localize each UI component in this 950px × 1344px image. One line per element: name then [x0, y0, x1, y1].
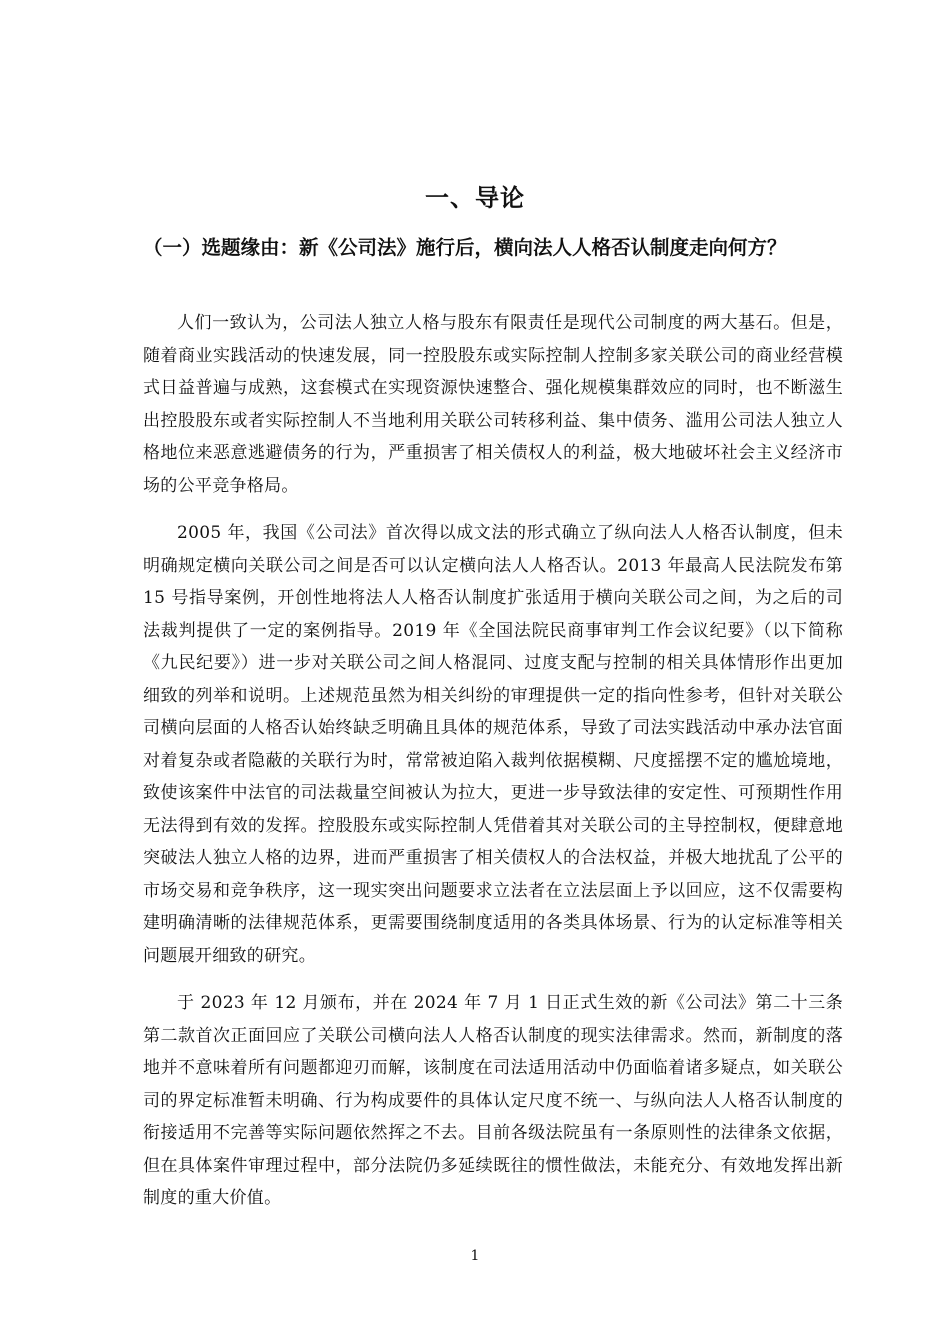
page-number: 1: [470, 1248, 480, 1264]
paragraph: 于 2023 年 12 月颁布，并在 2024 年 7 月 1 日正式生效的新《公司法》第二十三条第二款首次正面回应了关联公司横向法人人格否认制度的现实法律需求。然而，新制度的落地并不意味着所有问题都迎刃而解，该制度在司法适用活动中仍面临着诸多疑点，如关联公司的界定标准暂未明确、行为构成要件的具体认定尺度不统一、与纵向法人人格否认制度的衔接适用不完善等实际问题依然挥之不去。目前各级法院虽有一条原则性的法律条文依据，但在具体案件审理过程中，部分法院仍多延续既往的惯性做法，未能充分、有效地发挥出新制度的重大价值。: [143, 993, 843, 1208]
body-text: [143, 307, 843, 1230]
paragraph: 2005 年，我国《公司法》首次得以成文法的形式确立了纵向法人人格否认制度，但未明确规定横向关联公司之间是否可以认定横向法人人格否认。2013 年最高人民法院发布第 15 号指导案例，开创性地将法人人格否认制度扩张适用于横向关联公司之间，为之后的司法裁判提供了一定的案例指导。2019 年《全国法院民商事审判工作会议纪要》（以下简称《九民纪要》）进一步对关联公司之间人格混同、过度支配与控制的相关具体情形作出更加细致的列举和说明。上述规范虽然为相关纠纷的审理提供一定的指向性参考，但针对关联公司横向层面的人格否认始终缺乏明确且具体的规范体系，导致了司法实践活动中承办法官面对着复杂或者隐蔽的关联行为时，常常被迫陷入裁判依据模糊、尺度摇摆不定的尴尬境地，致使该案件中法官的司法裁量空间被认为拉大，更进一步导致法律的安定性、可预期性作用无法得到有效的发挥。控股股东或实际控制人凭借着其对关联公司的主导控制权，便肆意地突破法人独立人格的边界，进而严重损害了相关债权人的合法权益，并极大地扰乱了公平的市场交易和竞争秩序，这一现实突出问题要求立法者在立法层面上予以回应，这不仅需要构建明确清晰的法律规范体系，更需要围绕制度适用的各类具体场景、行为的认定标准等相关问题展开细致的研究。: [143, 523, 843, 966]
section-title: （一）选题缘由：新《公司法》施行后，横向法人人格否认制度走向何方？: [143, 236, 787, 259]
chapter-title: 一、导论: [425, 184, 525, 212]
paragraph: 人们一致认为，公司法人独立人格与股东有限责任是现代公司制度的两大基石。但是，随着商业实践活动的快速发展，同一控股股东或实际控制人控制多家关联公司的商业经营模式日益普遍与成熟，这套模式在实现资源快速整合、强化规模集群效应的同时，也不断滋生出控股股东或者实际控制人不当地利用关联公司转移利益、集中债务、滥用公司法人独立人格地位来恶意逃避债务的行为，严重损害了相关债权人的利益，极大地破坏社会主义经济市场的公平竞争格局。: [143, 313, 843, 496]
